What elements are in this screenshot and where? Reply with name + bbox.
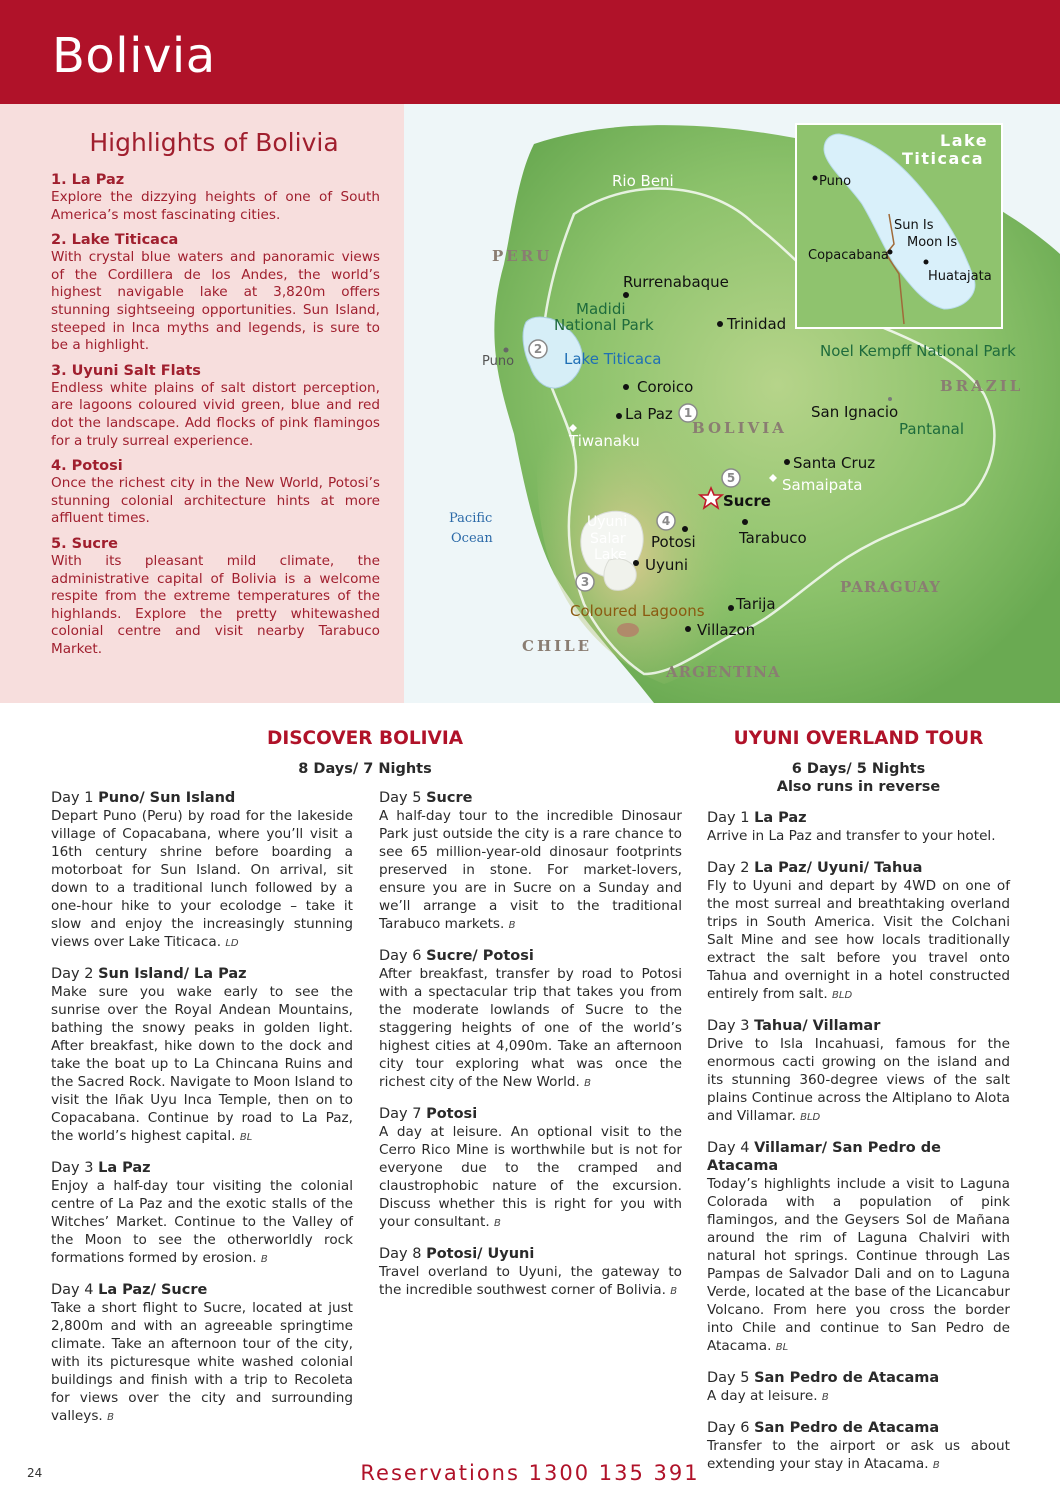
label-lake-titicaca: Lake Titicaca [564, 350, 662, 368]
highlight-item [51, 536, 380, 659]
discover-title: DISCOVER BOLIVIA [266, 728, 464, 749]
label-uyuni-1: Uyuni [587, 514, 628, 530]
label-pacific: Pacific [449, 511, 493, 526]
meal-code: BLD [800, 1112, 821, 1123]
uyuni-title: UYUNI OVERLAND TOUR [733, 728, 984, 749]
city-villazon: Villazon [697, 621, 756, 639]
highlight-item [51, 458, 380, 528]
salt-flat-shape [604, 559, 636, 591]
marker-3: 3 [580, 575, 590, 589]
day-number: Day 1 [707, 810, 750, 826]
city-puno: Puno [482, 354, 515, 369]
meal-code: B [932, 1460, 940, 1471]
page-number: 24 [27, 1466, 43, 1480]
marker-2: 2 [533, 342, 543, 356]
itinerary-day [51, 1159, 353, 1269]
marker-5: 5 [726, 471, 736, 485]
city-tarabuco: Tarabuco [739, 529, 807, 547]
label-noel-kempff: Noel Kempff National Park [820, 342, 1016, 360]
city-samaipata: Samaipata [782, 476, 863, 494]
day-text: Enjoy a half-day tour visiting the colonial centre of La Paz and the exotic stalls of the Witches’ Market. Continue to the Valley of the Moon to see the otherworldly rock formations formed by erosion. [51, 1178, 353, 1266]
itinerary-day [379, 789, 682, 935]
day-place: La Paz [98, 1160, 151, 1176]
highlight-heading: 3. Uyuni Salt Flats [51, 362, 201, 379]
meal-code: LD [225, 938, 239, 949]
label-argentina: ARGENTINA [666, 663, 781, 681]
city-tarija: Tarija [736, 595, 776, 613]
day-number: Day 4 [51, 1282, 94, 1298]
day-place: San Pedro de Atacama [754, 1420, 940, 1436]
reservations-phone: Reservations 1300 135 391 [360, 1461, 700, 1485]
day-text: Travel overland to Uyuni, the gateway to the incredible southwest corner of Bolivia. [379, 1264, 682, 1298]
meal-code: B [584, 1078, 592, 1089]
label-pantanal: Pantanal [899, 420, 965, 438]
highlight-heading: 5. Sucre [51, 535, 118, 552]
city-sucre: Sucre [723, 492, 771, 510]
itinerary-day [707, 809, 1010, 847]
uyuni-subtitle: 6 Days/ 5 Nights [791, 761, 926, 777]
city-san-ignacio: San Ignacio [811, 403, 899, 421]
label-ocean: Ocean [451, 531, 493, 546]
city-potosi: Potosi [651, 533, 696, 551]
day-number: Day 3 [707, 1018, 750, 1034]
uyuni-column [707, 809, 1010, 1487]
meal-code: B [494, 1218, 501, 1229]
day-text: Fly to Uyuni and depart by 4WD on one of the most surreal and breathtaking overland trips in South America. Visit the Colchani Salt Mine and see how locals traditionally extract the salt before you travel onto Tahua and overnight in a hotel constructed entirely from salt. [707, 878, 1010, 1002]
day-text: Today’s highlights include a visit to Laguna Colorada with a population of pink flamingos, and the Geysers Sol de Mañana around the rim of Laguna Chalviri with natural hot springs. Continue through Las Pampas de Salvador Dali and on to Laguna Verde, located at the base of the Licancabur Volcano. From here you cross the border into Chile and continue to San Pedro de Atacama. [707, 1176, 1010, 1354]
day-text: A day at leisure. An optional visit to the Cerro Rico Mine is worthwhile but is not for everyone due to the cramped and claustrophobic nature of the excursion. Discuss whether this is right for you with your consultant. [379, 1124, 682, 1230]
itinerary-day [707, 1139, 1010, 1357]
itinerary-day [51, 789, 353, 953]
itinerary-day [707, 859, 1010, 1005]
day-number: Day 1 [51, 790, 94, 806]
meal-code: BLD [832, 990, 853, 1001]
inset-copacabana: Copacabana [808, 248, 889, 263]
city-santa-cruz: Santa Cruz [793, 454, 876, 472]
day-place: Tahua/ Villamar [754, 1018, 881, 1034]
day-text: After breakfast, transfer by road to Potosi with a spectacular trip that takes you from the moderate lowlands of Sucre to the staggering heights of one of the world’s highest cities at 4,090m. Take an afternoon city tour exploring what was once the richest city of the New World. [379, 966, 682, 1090]
inset-title-1: Lake [940, 131, 989, 150]
day-place: Villamar/ San Pedro de Atacama [707, 1140, 941, 1174]
day-text: Take a short flight to Sucre, located at just 2,800m and with an agreeable springtime climate. Take an afternoon tour of the city, with its picturesque white washed colonial buildings and finish with a trip to Recoleta for views over the city and surrounding valleys. [51, 1300, 353, 1424]
day-number: Day 7 [379, 1106, 422, 1122]
itinerary-day [51, 1281, 353, 1427]
page-title: Bolivia [52, 28, 216, 84]
day-place: Sun Island/ La Paz [98, 966, 247, 982]
day-place: Sucre/ Potosi [426, 948, 534, 964]
city-trinidad: Trinidad [727, 315, 787, 333]
label-rio-beni: Rio Beni [612, 172, 674, 190]
highlight-item [51, 172, 380, 224]
highlight-item [51, 363, 380, 450]
highlight-text: Explore the dizzying heights of one of South America’s most fascinating cities. [51, 189, 380, 223]
day-number: Day 2 [51, 966, 94, 982]
meal-code: BL [775, 1342, 789, 1353]
day-number: Day 6 [707, 1420, 750, 1436]
meal-code: B [670, 1286, 678, 1297]
highlight-heading: 1. La Paz [51, 172, 125, 188]
title-banner [0, 0, 1060, 104]
coloured-lagoon-shape [617, 623, 639, 637]
day-text: A half-day tour to the incredible Dinosaur Park just outside the city is a rare chance to see 65 million-year-old dinosaur footprints preserved in stone. For market-lovers, ensure you are in Sucre on a Sunday and we’ll arrange a visit to the traditional Tarabuco markets. [379, 808, 682, 932]
meal-code: B [821, 1392, 829, 1403]
day-text: Transfer to the airport or ask us about extending your stay in Atacama. [707, 1438, 1010, 1472]
day-number: Day 3 [51, 1160, 94, 1176]
label-national-park: National Park [554, 316, 654, 334]
city-tiwanaku: Tiwanaku [569, 432, 640, 450]
itinerary-day [707, 1369, 1010, 1407]
day-place: Potosi [426, 1106, 478, 1122]
city-rurrenabaque: Rurrenabaque [623, 273, 729, 291]
day-text: Make sure you wake early to see the sunrise over the Royal Andean Mountains, bathing the snowy peaks in golden light. After breakfast, hike down to the dock and take the boat up to La Chincana Ruins and the Sacred Rock. Navigate to Moon Island to visit the Iñak Uyu Inca Temple, then on to Copacabana. Continue by road to La Paz, the world’s highest capital. [51, 984, 353, 1144]
day-number: Day 8 [379, 1246, 422, 1262]
highlights-list [51, 172, 380, 666]
marker-1: 1 [683, 406, 693, 420]
day-text: Depart Puno (Peru) by road for the lakeside village of Copacabana, where you’ll visit a 16th century shrine before boarding a motorboat for Sun Island. On arrival, sit down to a traditional lunch followed by a one-hour hike to your ecolodge – take it slow and enjoy the increasingly stunning views over Lake Titicaca. [51, 808, 353, 950]
uyuni-subtitle-reverse: Also runs in reverse [776, 779, 941, 795]
label-madidi: Madidi [576, 300, 626, 318]
label-uyuni-2: Salar [590, 531, 626, 547]
day-place: Potosi/ Uyuni [426, 1246, 535, 1262]
day-text: A day at leisure. [707, 1388, 818, 1404]
itinerary-day [379, 1105, 682, 1233]
label-uyuni-3: Lake [594, 547, 627, 563]
day-place: Puno/ Sun Island [98, 790, 236, 806]
meal-code: B [107, 1412, 114, 1423]
label-brazil: BRAZIL [940, 377, 1024, 395]
meal-code: B [508, 920, 516, 931]
highlight-heading: 2. Lake Titicaca [51, 232, 179, 249]
day-place: La Paz/ Uyuni/ Tahua [754, 860, 923, 876]
day-place: Sucre [426, 790, 473, 806]
label-paraguay: PARAGUAY [840, 578, 941, 596]
label-bolivia: BOLIVIA [692, 419, 787, 437]
inset-title-2: Titicaca [902, 149, 985, 168]
inset-huatajata: Huatajata [928, 269, 992, 284]
highlights-title: Highlights of Bolivia [89, 128, 339, 157]
day-place: La Paz [754, 810, 807, 826]
discover-column-1 [51, 789, 353, 1439]
day-place: La Paz/ Sucre [98, 1282, 208, 1298]
label-peru: PERU [492, 247, 553, 265]
city-la-paz: La Paz [625, 405, 673, 423]
day-number: Day 4 [707, 1140, 750, 1156]
day-number: Day 5 [379, 790, 422, 806]
highlight-text: Endless white plains of salt distort perception, are lagoons coloured vivid green, blue and red dot the landscape. Add flocks of pink flamingos for a truly surreal experience. [51, 379, 380, 449]
day-place: San Pedro de Atacama [754, 1370, 940, 1386]
day-text: Drive to Isla Incahuasi, famous for the enormous cacti growing on the island and its stunning 360-degree views of the salt plains Continue across the Altiplano to Alota and Villamar. [707, 1036, 1010, 1124]
bolivia-map [404, 104, 1060, 703]
label-chile: CHILE [522, 637, 593, 655]
day-number: Day 6 [379, 948, 422, 964]
day-text: Arrive in La Paz and transfer to your hotel. [707, 828, 996, 844]
highlight-text: With its pleasant mild climate, the administrative capital of Bolivia is a welcome respite from the extreme temperatures of the highlands. Explore the pretty whitewashed colonial centre and visit nearby Tarabuco Market. [51, 552, 380, 657]
highlight-heading: 4. Potosi [51, 458, 123, 475]
inset-puno: Puno [819, 174, 852, 189]
discover-subtitle: 8 Days/ 7 Nights [298, 761, 432, 777]
highlight-text: Once the richest city in the New World, Potosi’s stunning colonial architecture hints at more affluent times. [51, 475, 380, 527]
itinerary-day [707, 1017, 1010, 1127]
city-uyuni: Uyuni [645, 556, 689, 574]
day-number: Day 5 [707, 1370, 750, 1386]
meal-code: BL [239, 1132, 253, 1143]
itinerary-day [379, 1245, 682, 1301]
inset-moon-is: Moon Is [907, 235, 958, 250]
discover-column-2 [379, 789, 682, 1313]
marker-4: 4 [661, 514, 671, 528]
highlight-text: With crystal blue waters and panoramic views of the Cordillera de los Andes, the world’s highest navigable lake at 3,820m offers stunning sightseeing opportunities. Sun Island, steeped in Inca myths and legends, is sure to be a highlight. [51, 249, 380, 354]
inset-sun-is: Sun Is [894, 218, 934, 233]
meal-code: B [260, 1254, 268, 1265]
itinerary-day [51, 965, 353, 1147]
city-coroico: Coroico [637, 378, 694, 396]
label-coloured-lagoons: Coloured Lagoons [570, 602, 705, 620]
highlight-item [51, 232, 380, 355]
day-number: Day 2 [707, 860, 750, 876]
itinerary-day [379, 947, 682, 1093]
